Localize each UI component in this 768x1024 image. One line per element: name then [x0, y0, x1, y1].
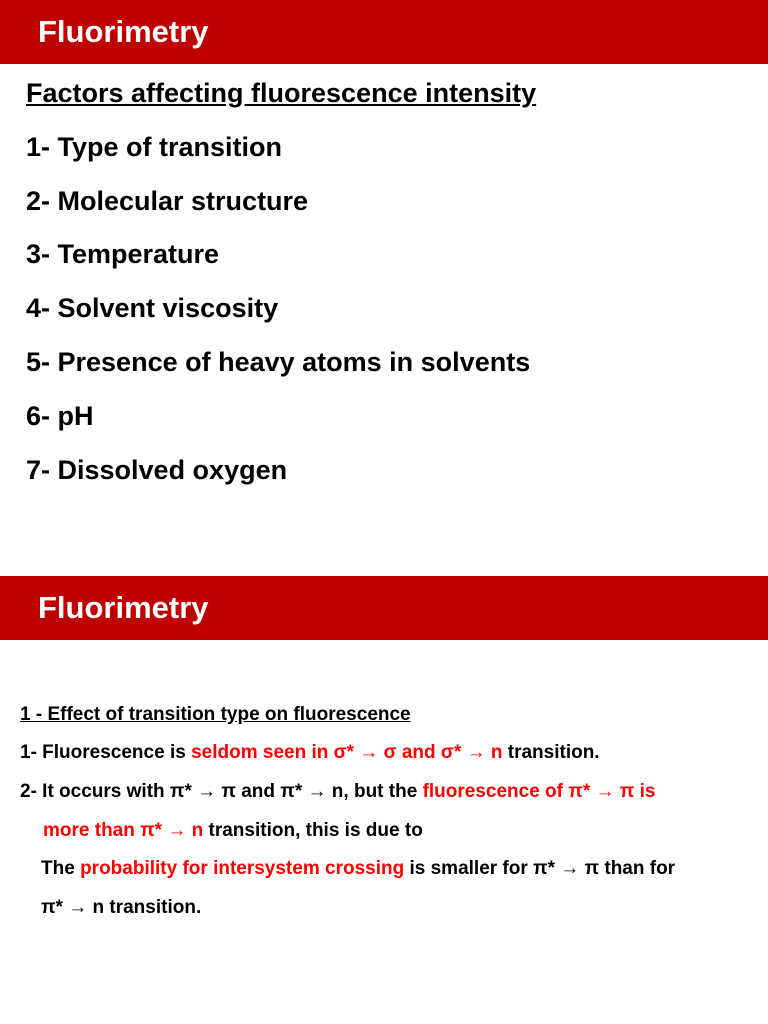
text-run: 2- It occurs with π* → π and π* → n, but the — [20, 781, 423, 802]
body-line — [41, 896, 201, 920]
highlight-run: fluorescence of π* → π is — [422, 781, 656, 802]
transition-heading: 1 - Effect of transition type on fluorescence — [20, 704, 411, 725]
factor-item: 2- Molecular structure — [26, 186, 309, 216]
text-run: transition, this is due to — [203, 820, 423, 841]
highlight-run: more than π* → n — [43, 820, 204, 841]
body-line — [20, 780, 655, 804]
highlight-run: probability for intersystem crossing — [80, 858, 405, 879]
text-run: is smaller for π* → π than for — [404, 858, 676, 879]
text-run: 1- Fluorescence is — [20, 742, 192, 763]
factor-item: 5- Presence of heavy atoms in solvents — [26, 347, 531, 377]
factor-item: 4- Solvent viscosity — [26, 293, 279, 323]
factor-item: 3- Temperature — [26, 239, 220, 269]
text-run: π* → n transition. — [41, 897, 202, 918]
body-line — [43, 819, 423, 843]
body-line — [41, 857, 675, 881]
slide-title: Fluorimetry — [38, 590, 209, 625]
body-line — [20, 741, 600, 765]
slide-2 — [0, 576, 768, 1024]
text-run: The — [41, 858, 81, 879]
factors-heading: Factors affecting fluorescence intensity — [26, 78, 537, 108]
factor-item: 1- Type of transition — [26, 132, 283, 162]
factor-item: 6- pH — [26, 401, 94, 431]
text-run: transition. — [502, 742, 600, 763]
title-banner — [0, 576, 768, 640]
highlight-run: seldom seen in σ* → σ and σ* → n — [191, 742, 503, 763]
title-banner — [0, 0, 768, 64]
factor-item: 7- Dissolved oxygen — [26, 455, 288, 485]
slide-title: Fluorimetry — [38, 14, 209, 49]
